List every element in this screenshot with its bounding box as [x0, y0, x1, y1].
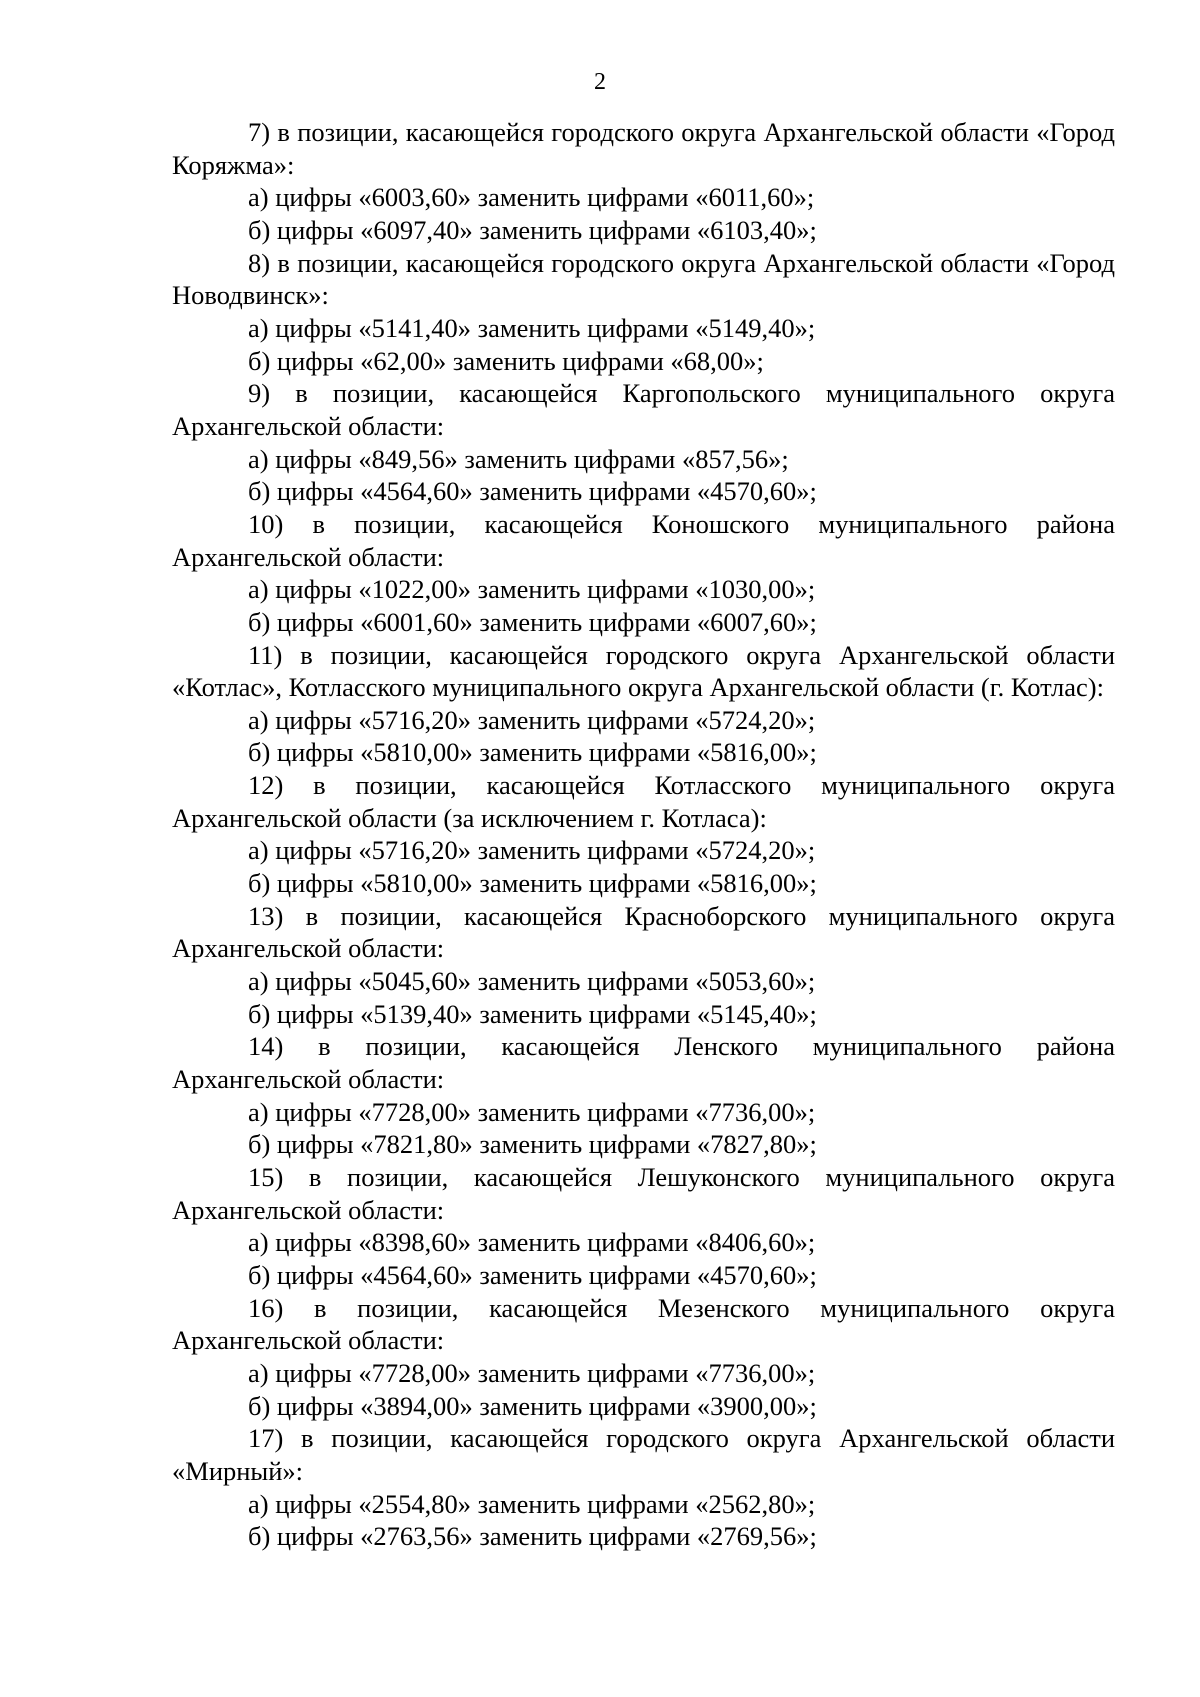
amendment-item-17: 17) в позиции, касающейся городского округа Архангельской области «Мирный»: — [172, 1423, 1115, 1486]
amendment-subitem-14a: а) цифры «7728,00» заменить цифрами «7736,00»; — [248, 1096, 816, 1127]
amendment-subitem-14b: б) цифры «7821,80» заменить цифрами «7827,80»; — [248, 1129, 817, 1160]
document-body — [172, 116, 1115, 1553]
amendment-subitem-7a: а) цифры «6003,60» заменить цифрами «6011,60»; — [248, 182, 815, 213]
amendment-subitem-15a: а) цифры «8398,60» заменить цифрами «8406,60»; — [248, 1227, 816, 1258]
amendment-item-8: 8) в позиции, касающейся городского округа Архангельской области «Город Новодвинск»: — [172, 247, 1115, 311]
amendment-subitem-13a: а) цифры «5045,60» заменить цифрами «5053,60»; — [248, 966, 816, 997]
page-number: 2 — [594, 69, 606, 95]
amendment-subitem-7b: б) цифры «6097,40» заменить цифрами «6103,40»; — [248, 214, 817, 245]
amendment-subitem-13b: б) цифры «5139,40» заменить цифрами «5145,40»; — [248, 998, 817, 1029]
amendment-subitem-11a: а) цифры «5716,20» заменить цифрами «5724,20»; — [248, 704, 816, 735]
amendment-subitem-15b: б) цифры «4564,60» заменить цифрами «4570,60»; — [248, 1259, 817, 1290]
amendment-subitem-8b: б) цифры «62,00» заменить цифрами «68,00»; — [248, 345, 764, 376]
amendment-item-12: 12) в позиции, касающейся Котласского муниципального округа Архангельской области (за исключением г. Котласа): — [172, 770, 1115, 833]
amendment-subitem-11b: б) цифры «5810,00» заменить цифрами «5816,00»; — [248, 737, 817, 768]
amendment-subitem-10a: а) цифры «1022,00» заменить цифрами «1030,00»; — [248, 574, 816, 605]
amendment-subitem-9b: б) цифры «4564,60» заменить цифрами «4570,60»; — [248, 476, 817, 507]
amendment-item-15: 15) в позиции, касающейся Лешуконского муниципального округа Архангельской области: — [172, 1162, 1115, 1225]
amendment-subitem-17a: а) цифры «2554,80» заменить цифрами «2562,80»; — [248, 1488, 816, 1519]
amendment-subitem-8a: а) цифры «5141,40» заменить цифрами «5149,40»; — [248, 312, 816, 343]
amendment-item-7: 7) в позиции, касающейся городского округа Архангельской области «Город Коряжма»: — [172, 117, 1115, 180]
amendment-item-14: 14) в позиции, касающейся Ленского муниципального района Архангельской области: — [172, 1031, 1115, 1095]
amendment-subitem-12a: а) цифры «5716,20» заменить цифрами «5724,20»; — [248, 835, 816, 866]
amendment-item-9: 9) в позиции, касающейся Каргопольского муниципального округа Архангельской области: — [172, 378, 1115, 441]
amendment-subitem-17b: б) цифры «2763,56» заменить цифрами «2769,56»; — [248, 1521, 817, 1552]
amendment-subitem-12b: б) цифры «5810,00» заменить цифрами «5816,00»; — [248, 868, 817, 899]
amendment-item-16: 16) в позиции, касающейся Мезенского муниципального округа Архангельской области: — [172, 1292, 1115, 1356]
amendment-item-11: 11) в позиции, касающейся городского округа Архангельской области «Котлас», Котласского муниципального округа Архангельской области (г. Котлас): — [172, 639, 1115, 703]
amendment-item-10: 10) в позиции, касающейся Коношского муниципального района Архангельской области: — [172, 508, 1115, 572]
amendment-subitem-10b: б) цифры «6001,60» заменить цифрами «6007,60»; — [248, 606, 817, 637]
amendment-subitem-16a: а) цифры «7728,00» заменить цифрами «7736,00»; — [248, 1357, 816, 1388]
amendment-subitem-9a: а) цифры «849,56» заменить цифрами «857,56»; — [248, 443, 789, 474]
amendment-item-13: 13) в позиции, касающейся Красноборского муниципального округа Архангельской области: — [172, 900, 1115, 964]
amendment-subitem-16b: б) цифры «3894,00» заменить цифрами «3900,00»; — [248, 1390, 817, 1421]
